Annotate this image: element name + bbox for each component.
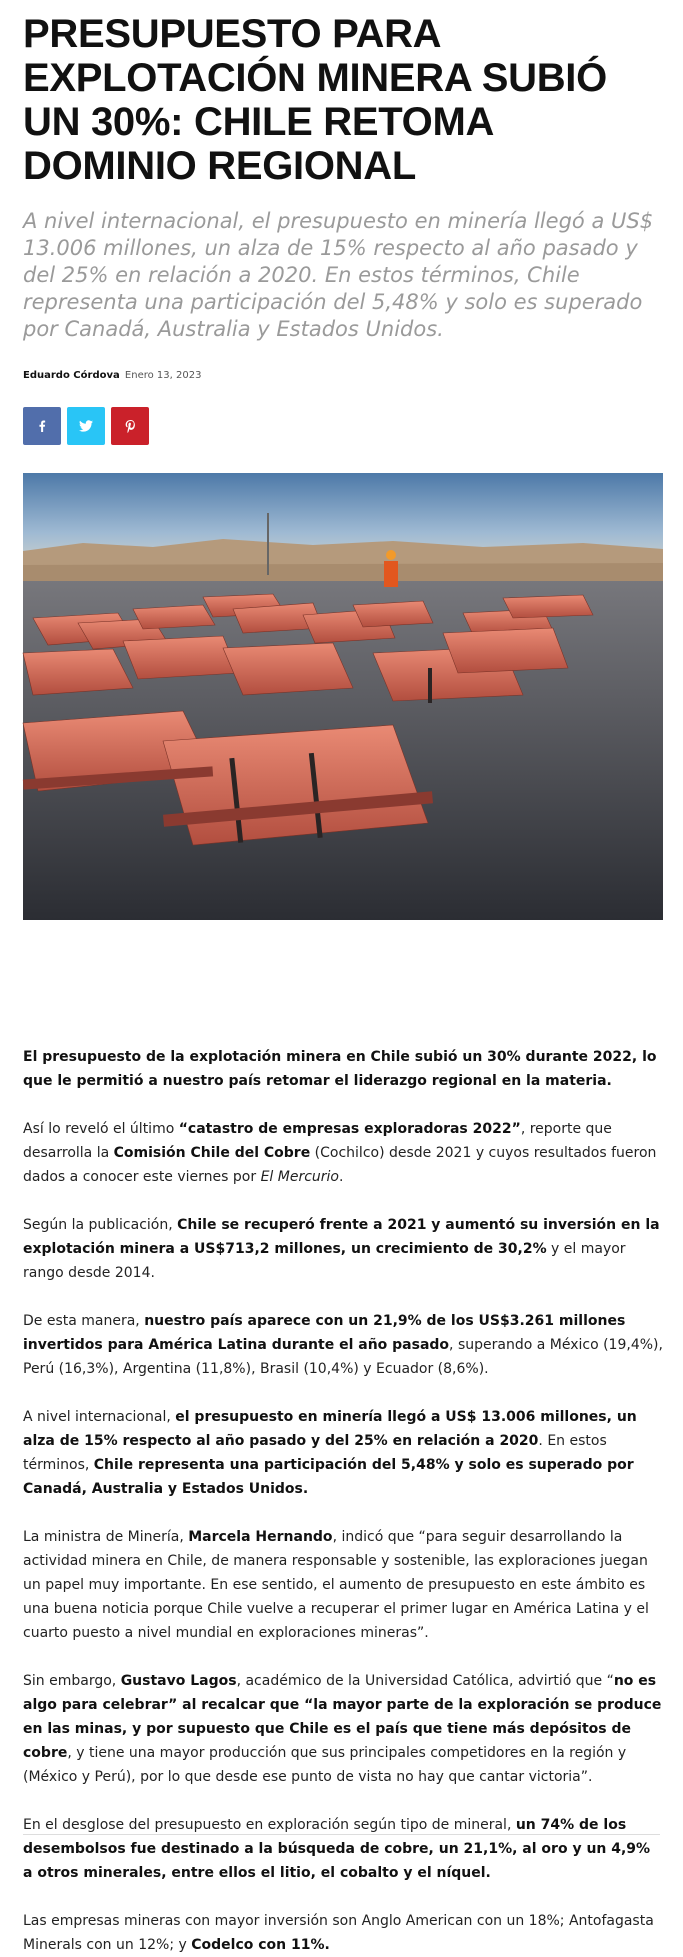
- article-hero-image: [23, 473, 663, 920]
- article-title: PRESUPUESTO PARA EXPLOTACIÓN MINERA SUBIÓ UN 30%: CHILE RETOMA DOMINIO REGIONAL: [23, 12, 607, 188]
- share-facebook-button[interactable]: [23, 407, 61, 445]
- paragraph: Según la publicación, Chile se recuperó frente a 2021 y aumentó su inversión en la explotación minera a US$713,2 millones, un crecimiento de 30,2% y el mayor rango desde 2014.: [23, 1217, 660, 1281]
- author-name[interactable]: Eduardo Córdova: [23, 370, 120, 381]
- share-buttons: [23, 407, 660, 445]
- article-body: [23, 1045, 663, 1957]
- share-pinterest-button[interactable]: [111, 407, 149, 445]
- paragraph: En el desglose del presupuesto en exploración según tipo de mineral, un 74% de los desembolsos fue destinado a la búsqueda de cobre, un 21,1%, al oro y un 4,9% a otros minerales, entre ellos el litio, el cobalto y el níquel.: [23, 1817, 651, 1881]
- paragraph: La ministra de Minería, Marcela Hernando, indicó que “para seguir desarrollando la actividad minera en Chile, de manera responsable y sostenible, las exploraciones juegan un papel muy importante. En ese sentido, el aumento de presupuesto en este ámbito es una buena noticia porque Chile vuelve a recuperar el primer lugar en América Latina y el cuarto puesto a nivel mundial en exploraciones mineras”.: [23, 1529, 649, 1641]
- paragraph: Así lo reveló el último “catastro de empresas exploradoras 2022”, reporte que desarrolla la Comisión Chile del Cobre (Cochilco) desde 2021 y cuyos resultados fueron dados a conocer este viernes por El Mercurio.: [23, 1121, 657, 1185]
- twitter-icon: [79, 420, 93, 432]
- publish-date: Enero 13, 2023: [124, 370, 202, 381]
- article-divider: [23, 1834, 660, 1835]
- paragraph: A nivel internacional, el presupuesto en minería llegó a US$ 13.006 millones, un alza de 15% respecto al año pasado y del 25% en relación a 2020. En estos términos, Chile representa una participación del 5,48% y solo es superado por Canadá, Australia y Estados Unidos.: [23, 1409, 637, 1497]
- paragraph: De esta manera, nuestro país aparece con un 21,9% de los US$3.261 millones invertidos para América Latina durante el año pasado, superando a México (19,4%), Perú (16,3%), Argentina (11,8%), Brasil (10,4%) y Ecuador (8,6%).: [23, 1313, 663, 1377]
- pinterest-icon: [125, 420, 136, 433]
- byline: [23, 370, 660, 381]
- article-subtitle: A nivel internacional, el presupuesto en minería llegó a US$ 13.006 millones, un alza de 15% respecto al año pasado y del 25% en relación a 2020. En estos términos, Chile representa una participación del 5,48% y solo es superado por Canadá, Australia y Estados Unidos.: [23, 209, 654, 341]
- facebook-icon: [36, 420, 48, 432]
- paragraph: Las empresas mineras con mayor inversión son Anglo American con un 18%; Antofagasta Minerals con un 12%; y Codelco con 11%.: [23, 1913, 654, 1953]
- paragraph: El presupuesto de la explotación minera en Chile subió un 30% durante 2022, lo que le permitió a nuestro país retomar el liderazgo regional en la materia.: [23, 1049, 657, 1089]
- paragraph: Sin embargo, Gustavo Lagos, académico de la Universidad Católica, advirtió que “no es algo para celebrar” al recalcar que “la mayor parte de la exploración se produce en las minas, y por supuesto que Chile es el país que tiene más depósitos de cobre, y tiene una mayor producción que sus principales competidores en la región y (México y Perú), por lo que desde ese punto de vista no hay que cantar victoria”.: [23, 1673, 662, 1785]
- share-twitter-button[interactable]: [67, 407, 105, 445]
